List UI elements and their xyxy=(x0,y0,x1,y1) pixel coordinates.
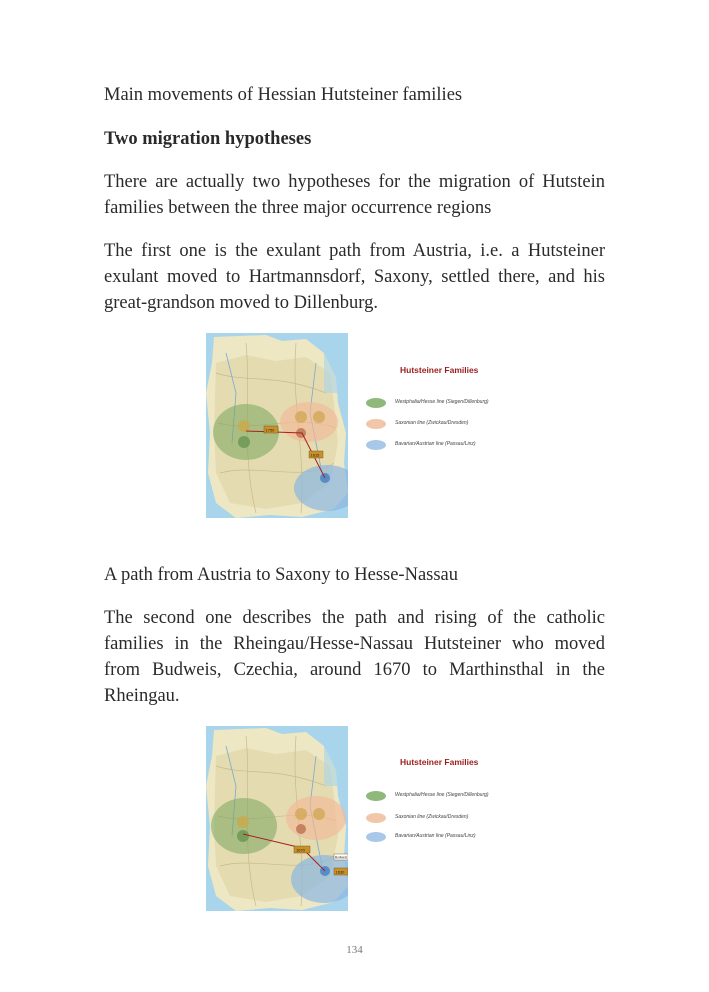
section-heading-main-movements: Main movements of Hessian Hutsteiner families xyxy=(104,85,463,105)
section-heading-austria-path: A path from Austria to Saxony to Hesse-Nassau xyxy=(104,565,459,585)
migration-map-figure-1: 1750 1615 Hutsteiner Families Westphalia/Hesse line (Siegen/Dillenburg) Saxonian line (Zwickau/Dresden) Bavarian/Austrian line (Passau/Linz) xyxy=(206,333,606,518)
legend-swatch-blue xyxy=(366,832,386,842)
legend-title-2: Hutsteiner Families xyxy=(400,757,479,767)
paragraph-second-hypothesis: The second one describes the path and rising of the catholic families in the Rheingau/Hesse-Nassau Hutsteiner who moved from Budweis, Czechia, around 1670 to Marthinsthal in the Rheingau. xyxy=(104,608,605,706)
paragraph-intro: There are actually two hypotheses for the migration of Hutstein families between the three major occurrence regions xyxy=(104,172,605,218)
legend-swatch-green xyxy=(366,791,386,801)
paragraph-first-hypothesis: The first one is the exulant path from Austria, i.e. a Hutsteiner exulant moved to Hartmannsdorf, Saxony, settled there, and his great-grandson moved to Dillenburg. xyxy=(104,241,605,313)
year-label-1630: 1630 xyxy=(335,869,345,875)
place-label-budweis: Budweis xyxy=(335,855,348,860)
legend-title-1: Hutsteiner Families xyxy=(400,365,479,375)
year-label-1615: 1615 xyxy=(310,452,320,458)
legend-swatch-green xyxy=(366,398,386,408)
legend-swatch-orange xyxy=(366,419,386,429)
germany-map-1 xyxy=(206,333,348,518)
legend-swatch-orange xyxy=(366,813,386,823)
germany-map-2 xyxy=(206,726,348,911)
migration-map-figure-2: 1670 Budweis 1630 Hutsteiner Families Westphalia/Hesse line (Siegen/Dillenburg) Saxonian line (Zwickau/Dresden) Bavarian/Austrian line (Passau/Linz) xyxy=(206,726,606,911)
page-number: 134 xyxy=(346,944,363,956)
year-label-1670: 1670 xyxy=(296,847,305,853)
year-label-1750: 1750 xyxy=(265,427,275,433)
legend-swatch-blue xyxy=(366,440,386,450)
section-heading-two-hypotheses: Two migration hypotheses xyxy=(104,129,312,149)
